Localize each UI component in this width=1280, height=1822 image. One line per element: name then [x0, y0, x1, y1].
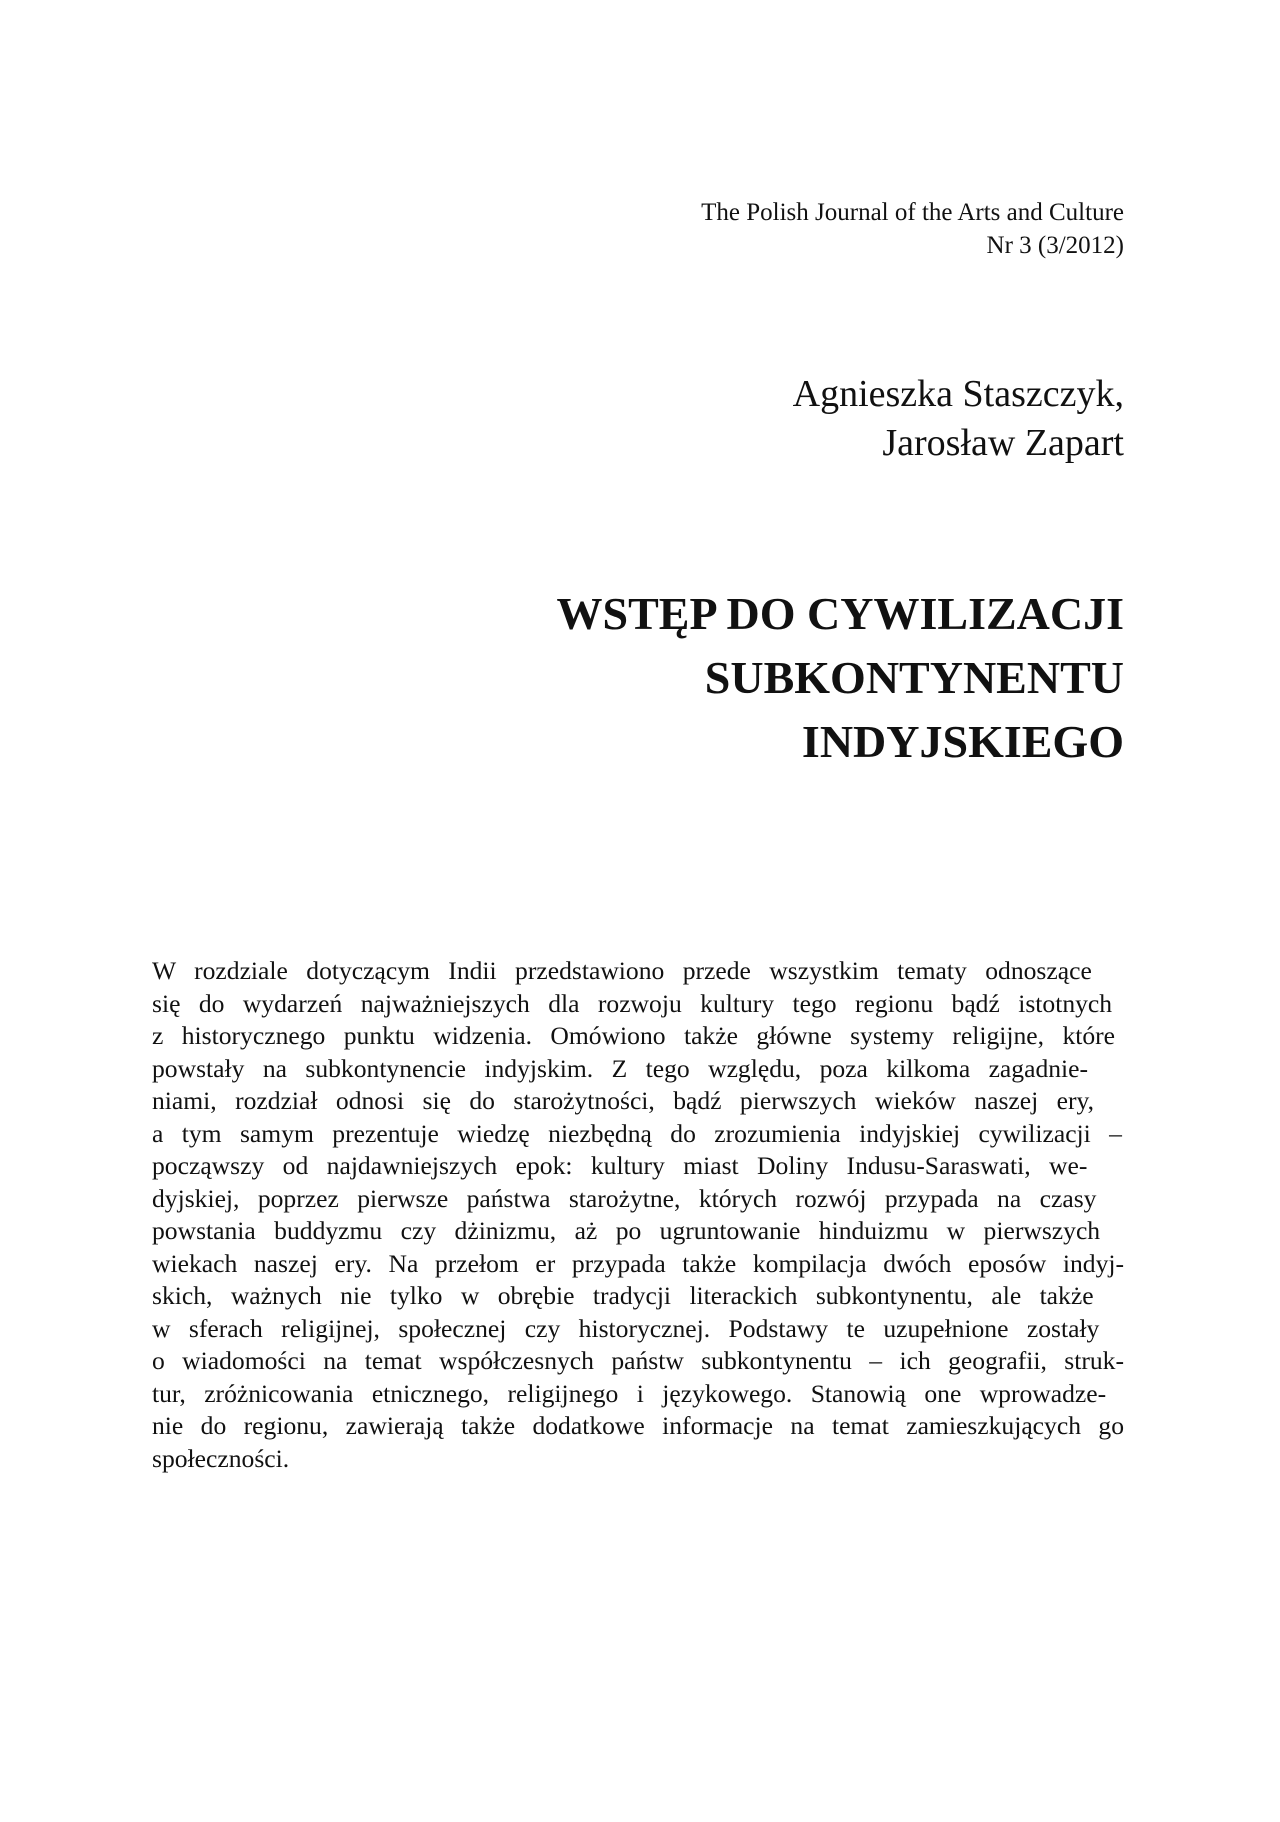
abstract-line: a tym samym prezentuje wiedzę niezbędną do zrozumienia indyjskiej cywilizacji – [152, 1118, 1122, 1148]
abstract-line: począwszy od najdawniejszych epok: kultury miast Doliny Indusu-Saraswati, we- [152, 1151, 1088, 1180]
abstract-paragraph [152, 955, 1124, 1475]
journal-header [701, 196, 1124, 262]
abstract-line: społeczności. [152, 1443, 290, 1473]
abstract-line: skich, ważnych nie tylko w obrębie tradycji literackich subkontynentu, ale także [152, 1281, 1094, 1310]
abstract-line: tur, zróżnicowania etnicznego, religijnego i językowego. Stanowią one wprowadze- [152, 1378, 1107, 1408]
abstract-line: W rozdziale dotyczącym Indii przedstawiono przede wszystkim tematy odnoszące [152, 956, 1092, 985]
article-title [557, 582, 1124, 774]
author-list [793, 370, 1124, 468]
abstract-line: powstały na subkontynencie indyjskim. Z tego względu, poza kilkoma zagadnie- [152, 1053, 1089, 1083]
abstract-line: nie do regionu, zawierają także dodatkowe informacje na temat zamieszkujących go [152, 1411, 1124, 1440]
abstract-line: o wiadomości na temat współczesnych państw subkontynentu – ich geografii, struk- [152, 1346, 1124, 1375]
title-line: INDYJSKIEGO [801, 716, 1124, 767]
abstract-line: się do wydarzeń najważniejszych dla rozwoju kultury tego regionu bądź istotnych [152, 988, 1113, 1018]
abstract-line: dyjskiej, poprzez pierwsze państwa starożytne, których rozwój przypada na czasy [152, 1183, 1097, 1213]
title-line: SUBKONTYNENTU [704, 652, 1124, 703]
journal-name: The Polish Journal of the Arts and Culture [701, 199, 1124, 226]
author-name: Agnieszka Staszczyk, [792, 373, 1124, 415]
abstract-line: wiekach naszej ery. Na przełom er przypada także kompilacja dwóch eposów indyj- [152, 1248, 1124, 1278]
title-line: WSTĘP DO CYWILIZACJI [556, 588, 1124, 639]
author-name: Jarosław Zapart [882, 422, 1124, 464]
abstract-line: powstania buddyzmu czy dżinizmu, aż po ugruntowanie hinduizmu w pierwszych [152, 1216, 1101, 1245]
abstract-line: z historycznego punktu widzenia. Omówiono także główne systemy religijne, które [152, 1021, 1116, 1050]
abstract-line: niami, rozdział odnosi się do starożytności, bądź pierwszych wieków naszej ery, [152, 1086, 1095, 1115]
abstract-line: w sferach religijnej, społecznej czy historycznej. Podstawy te uzupełnione zostały [152, 1313, 1100, 1343]
journal-issue: Nr 3 (3/2012) [986, 232, 1124, 259]
